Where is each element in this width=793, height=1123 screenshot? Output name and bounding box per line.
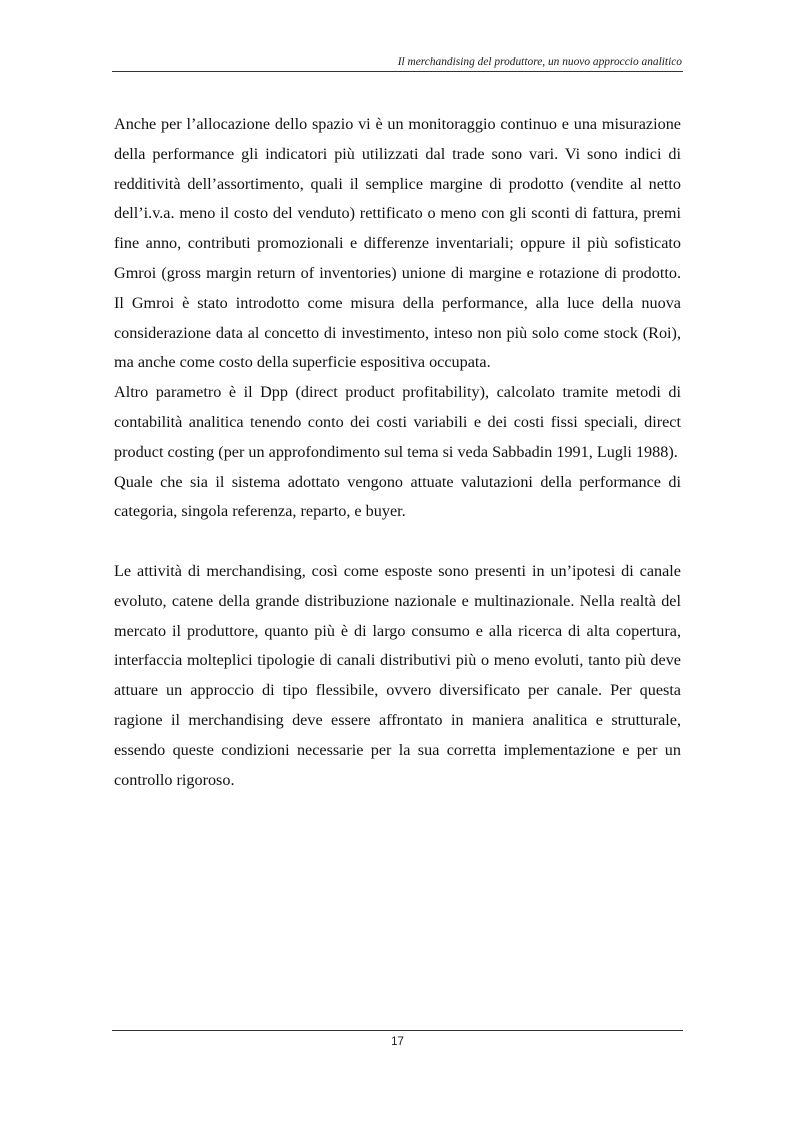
paragraph-spacer [114, 527, 681, 557]
footer-rule [112, 1030, 683, 1031]
running-header-title: Il merchandising del produttore, un nuovo approccio analitico [397, 56, 682, 68]
paragraph-dpp: Altro parametro è il Dpp (direct product profitability), calcolato tramite metodi di contabilità analitica tenendo conto dei costi variabili e dei costi fissi speciali, direct product costing (per un approfondimento sul tema si veda Sabbadin 1991, Lugli 1988). [114, 383, 681, 461]
body-text [114, 110, 681, 795]
paragraph-performance-evaluation: Quale che sia il sistema adottato vengono attuate valutazioni della performance di categoria, singola referenza, reparto, e buyer. [114, 472, 681, 521]
paragraph-merchandising-channels: Le attività di merchandising, così come esposte sono presenti in un’ipotesi di canale evoluto, catene della grande distribuzione nazionale e multinazionale. Nella realtà del mercato il produttore, quanto più è di largo consumo e alla ricerca di alta copertura, interfaccia molteplici tipologie di canali distributivi più o meno evoluti, tanto più deve attuare un approccio di tipo flessibile, ovvero diversificato per canale. Per questa ragione il merchandising deve essere affrontato in maniera analitica e strutturale, essendo queste condizioni necessarie per la sua corretta implementazione e per un controllo rigoroso. [114, 561, 681, 789]
paragraph-space-allocation: Anche per l’allocazione dello spazio vi è un monitoraggio continuo e una misurazione della performance gli indicatori più utilizzati dal trade sono vari. Vi sono indici di redditività dell’assortimento, quali il semplice margine di prodotto (vendite al netto dell’i.v.a. meno il costo del venduto) rettificato o meno con gli sconti di fattura, premi fine anno, contributi promozionali e differenze inventariali; oppure il più sofisticato Gmroi (gross margin return of inventories) unione di margine e rotazione di prodotto. Il Gmroi è stato introdotto come misura della performance, alla luce della nuova considerazione data al concetto di investimento, inteso non più solo come stock (Roi), ma anche come costo della superficie espositiva occupata. [114, 115, 681, 372]
header-rule [112, 71, 683, 72]
page-number: 17 [391, 1036, 404, 1048]
